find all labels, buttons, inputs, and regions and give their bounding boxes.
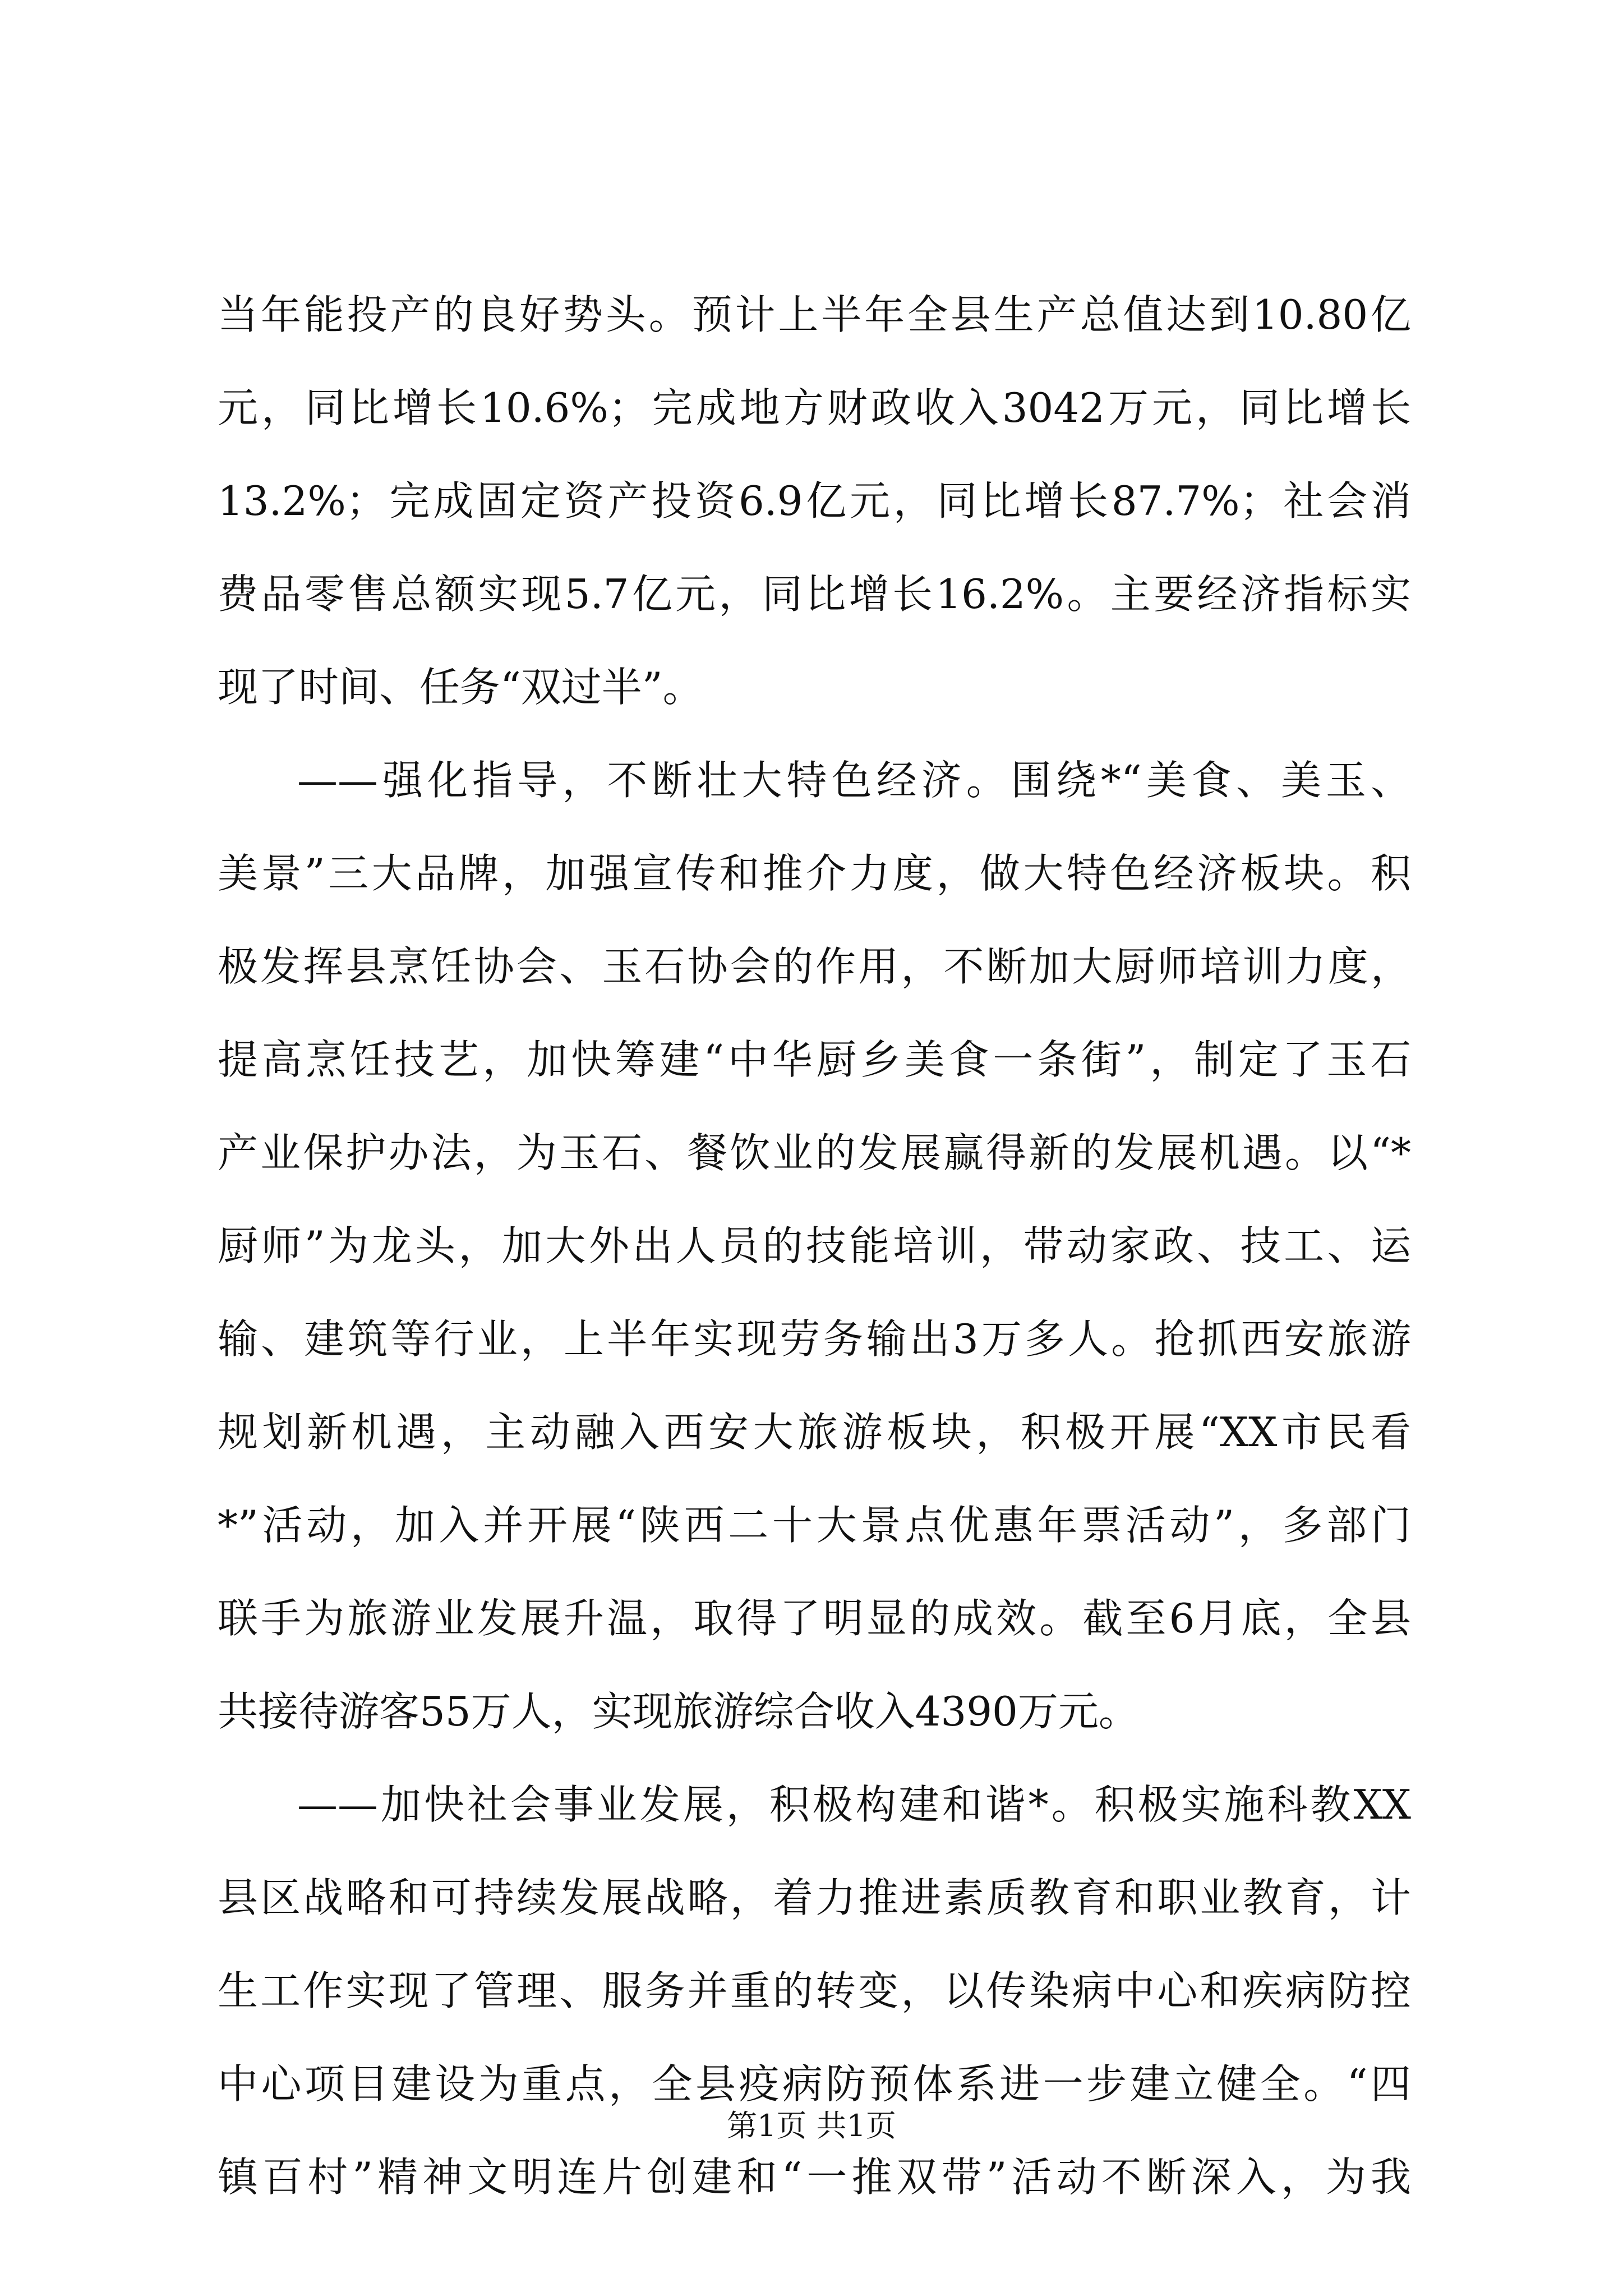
text-line: 费品零售总额实现5.7亿元，同比增长16.2%。主要经济指标实 bbox=[218, 570, 1411, 618]
text-line: 极发挥县烹饪协会、玉石协会的作用，不断加大厨师培训力度， bbox=[218, 943, 1411, 990]
document-body bbox=[218, 268, 1411, 2224]
text-line: 元，同比增长10.6%；完成地方财政收入3042万元，同比增长 bbox=[218, 384, 1411, 431]
text-line: *”活动，加入并开展“陕西二十大景点优惠年票活动”，多部门 bbox=[218, 1502, 1411, 1549]
text-line: 厨师”为龙头，加大外出人员的技能培训，带动家政、技工、运 bbox=[218, 1222, 1411, 1269]
text-line: 输、建筑等行业，上半年实现劳务输出3万多人。抢抓西安旅游 bbox=[218, 1315, 1411, 1363]
text-line: 县区战略和可持续发展战略，着力推进素质教育和职业教育，计 bbox=[218, 1874, 1411, 1921]
page-number: 第1页 共1页 bbox=[727, 2108, 896, 2143]
text-line: 产业保护办法，为玉石、餐饮业的发展赢得新的发展机遇。以“* bbox=[218, 1129, 1411, 1176]
text-line: 共接待游客55万人，实现旅游综合收入4390万元。 bbox=[218, 1688, 1139, 1735]
text-line: 中心项目建设为重点，全县疫病防预体系进一步建立健全。“四 bbox=[218, 2060, 1411, 2108]
page-footer bbox=[0, 2104, 1623, 2148]
paragraph-heading-line: ——强化指导，不断壮大特色经济。围绕*“美食、美玉、 bbox=[297, 757, 1411, 804]
text-line: 镇百村”精神文明连片创建和“一推双带”活动不断深入，为我 bbox=[218, 2154, 1411, 2201]
text-line: 美景”三大品牌，加强宣传和推介力度，做大特色经济板块。积 bbox=[218, 850, 1411, 897]
paragraph-heading-line: ——加快社会事业发展，积极构建和谐*。积极实施科教XX bbox=[297, 1781, 1411, 1828]
text-line: 当年能投产的良好势头。预计上半年全县生产总值达到10.80亿 bbox=[218, 291, 1411, 338]
text-line: 联手为旅游业发展升温，取得了明显的成效。截至6月底，全县 bbox=[218, 1595, 1411, 1642]
text-line: 现了时间、任务“双过半”。 bbox=[218, 664, 703, 711]
text-line: 规划新机遇，主动融入西安大旅游板块，积极开展“XX市民看 bbox=[218, 1409, 1411, 1456]
text-line: 提高烹饪技艺，加快筹建“中华厨乡美食一条街”，制定了玉石 bbox=[218, 1036, 1411, 1083]
text-line: 13.2%；完成固定资产投资6.9亿元，同比增长87.7%；社会消 bbox=[218, 477, 1411, 524]
text-line: 生工作实现了管理、服务并重的转变，以传染病中心和疾病防控 bbox=[218, 1967, 1411, 2014]
